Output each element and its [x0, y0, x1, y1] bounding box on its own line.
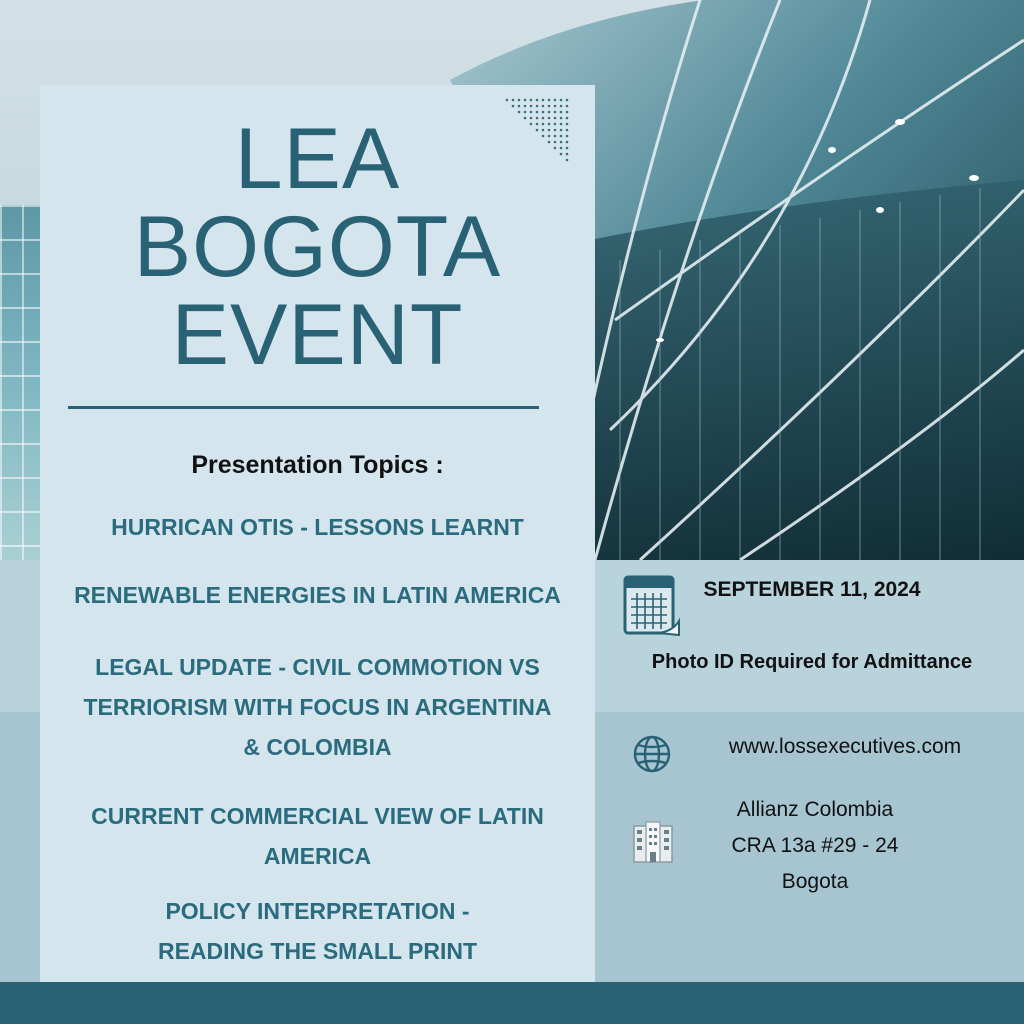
admittance-requirement: Photo ID Required for Admittance [651, 651, 973, 673]
topic-line: CURRENT COMMERCIAL VIEW OF LATIN [91, 803, 544, 829]
topic-item [40, 647, 595, 767]
topic-line: RENEWABLE ENERGIES IN LATIN AMERICA [74, 582, 561, 608]
topic-item [40, 796, 595, 876]
event-title-line: LEA [234, 111, 401, 207]
footer-bar [0, 982, 1024, 1024]
title-divider [68, 406, 539, 409]
event-title-line: BOGOTA [133, 199, 502, 295]
topic-line: READING THE SMALL PRINT [157, 938, 478, 964]
topic-line: HURRICAN OTIS - LESSONS LEARNT [111, 514, 524, 540]
globe-icon [632, 734, 672, 774]
website-link[interactable]: www.lossexecutives.com [728, 735, 962, 758]
event-title-line: EVENT [171, 287, 464, 383]
address-line: CRA 13a #29 - 24 [731, 834, 899, 857]
event-date: SEPTEMBER 11, 2024 [703, 578, 921, 601]
topics-heading: Presentation Topics : [191, 451, 444, 479]
topic-line: POLICY INTERPRETATION - [165, 898, 470, 924]
topic-item [40, 575, 595, 615]
background-left-building [0, 205, 44, 560]
address-line: Bogota [781, 870, 849, 893]
topic-item [40, 891, 595, 971]
event-title [40, 111, 595, 383]
topic-line: TERRIORISM WITH FOCUS IN ARGENTINA [83, 694, 552, 720]
topic-line: & COLOMBIA [243, 734, 392, 760]
topic-line: AMERICA [263, 843, 372, 869]
topic-item [40, 507, 595, 547]
event-panel [40, 85, 595, 982]
address-line: Allianz Colombia [736, 798, 894, 821]
venue-address [665, 792, 965, 900]
topic-line: LEGAL UPDATE - CIVIL COMMOTION VS [95, 654, 540, 680]
